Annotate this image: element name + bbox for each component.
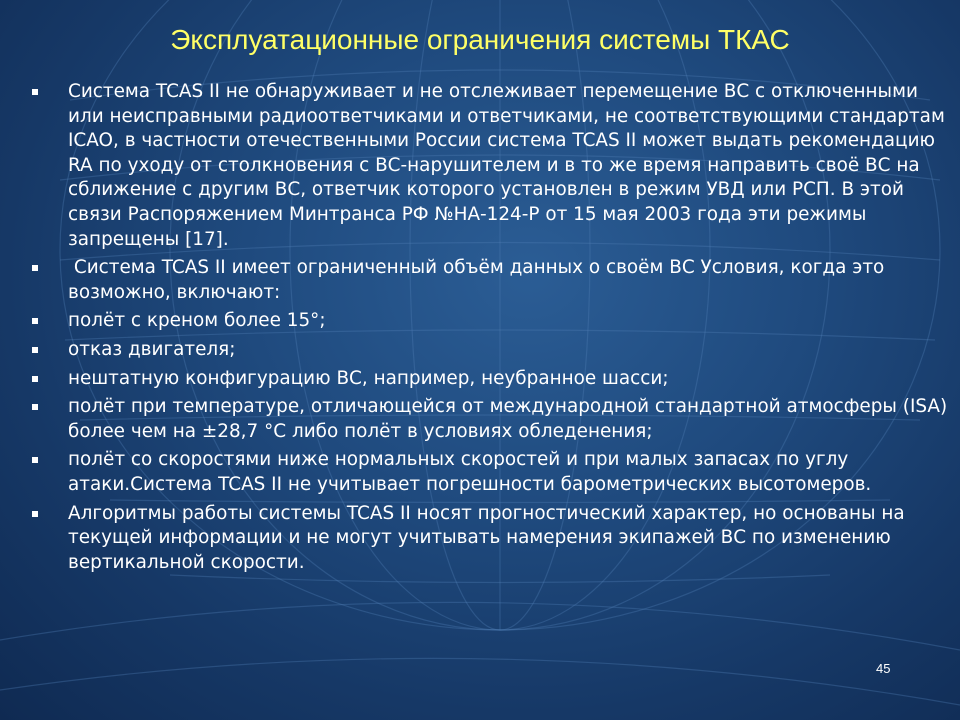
bullet-list bbox=[30, 80, 950, 579]
square-bullet-icon bbox=[32, 404, 38, 410]
bullet-item bbox=[30, 80, 950, 252]
bullet-text: нештатную конфигурацию ВС, например, неубранное шасси; bbox=[68, 367, 669, 389]
square-bullet-icon bbox=[32, 376, 38, 382]
bullet-text: полёт при температуре, отличающейся от международной стандартной атмосферы (ISA) более чем на ±28,7 °С либо полёт в условиях обледенения; bbox=[68, 396, 948, 442]
square-bullet-icon bbox=[32, 347, 38, 353]
bullet-text: полёт с креном более 15°; bbox=[68, 310, 326, 332]
square-bullet-icon bbox=[32, 511, 38, 517]
square-bullet-icon bbox=[32, 457, 38, 463]
bullet-text: Система TCAS II не обнаруживает и не отслеживает перемещение ВС с отключенными или неисправными радиоответчиками и ответчиками, не соответствующими стандартам ICAO, в частности отечественными России система TCAS II может выдать рекомендацию RA по уходу от столкновения с ВС-нарушителем и в то же время направить своё ВС на сближение с другим ВС, ответчик которого установлен в режим УВД или РСП. В этой связи Распоряжением Минтранса РФ №НА-124-Р от 15 мая 2003 года эти режимы запрещены [17]. bbox=[68, 81, 945, 250]
bullet-text: отказ двигателя; bbox=[68, 338, 236, 360]
bullet-item bbox=[30, 502, 950, 576]
bullet-text: Система TCAS II имеет ограниченный объём данных о своём ВС Условия, когда это возможно, включают: bbox=[68, 257, 891, 303]
slide-title: Эксплуатационные ограничения системы ТКАС bbox=[170, 24, 790, 55]
square-bullet-icon bbox=[32, 318, 38, 324]
bullet-item bbox=[30, 338, 950, 363]
bullet-text: полёт со скоростями ниже нормальных скоростей и при малых запасах по углу атаки.Система TCAS II не учитывает погрешности барометрических высотомеров. bbox=[68, 449, 872, 495]
square-bullet-icon bbox=[32, 265, 38, 271]
bullet-item bbox=[30, 448, 950, 497]
square-bullet-icon bbox=[32, 89, 38, 95]
bullet-item bbox=[30, 395, 950, 444]
bullet-text: Алгоритмы работы системы TCAS II носят прогностический характер, но основаны на текущей информации и не могут учитывать намерения экипажей ВС по изменению вертикальной скорости. bbox=[68, 502, 905, 573]
bullet-item bbox=[30, 256, 950, 305]
page-number: 45 bbox=[876, 661, 891, 676]
bullet-item bbox=[30, 309, 950, 334]
bullet-item bbox=[30, 367, 950, 392]
